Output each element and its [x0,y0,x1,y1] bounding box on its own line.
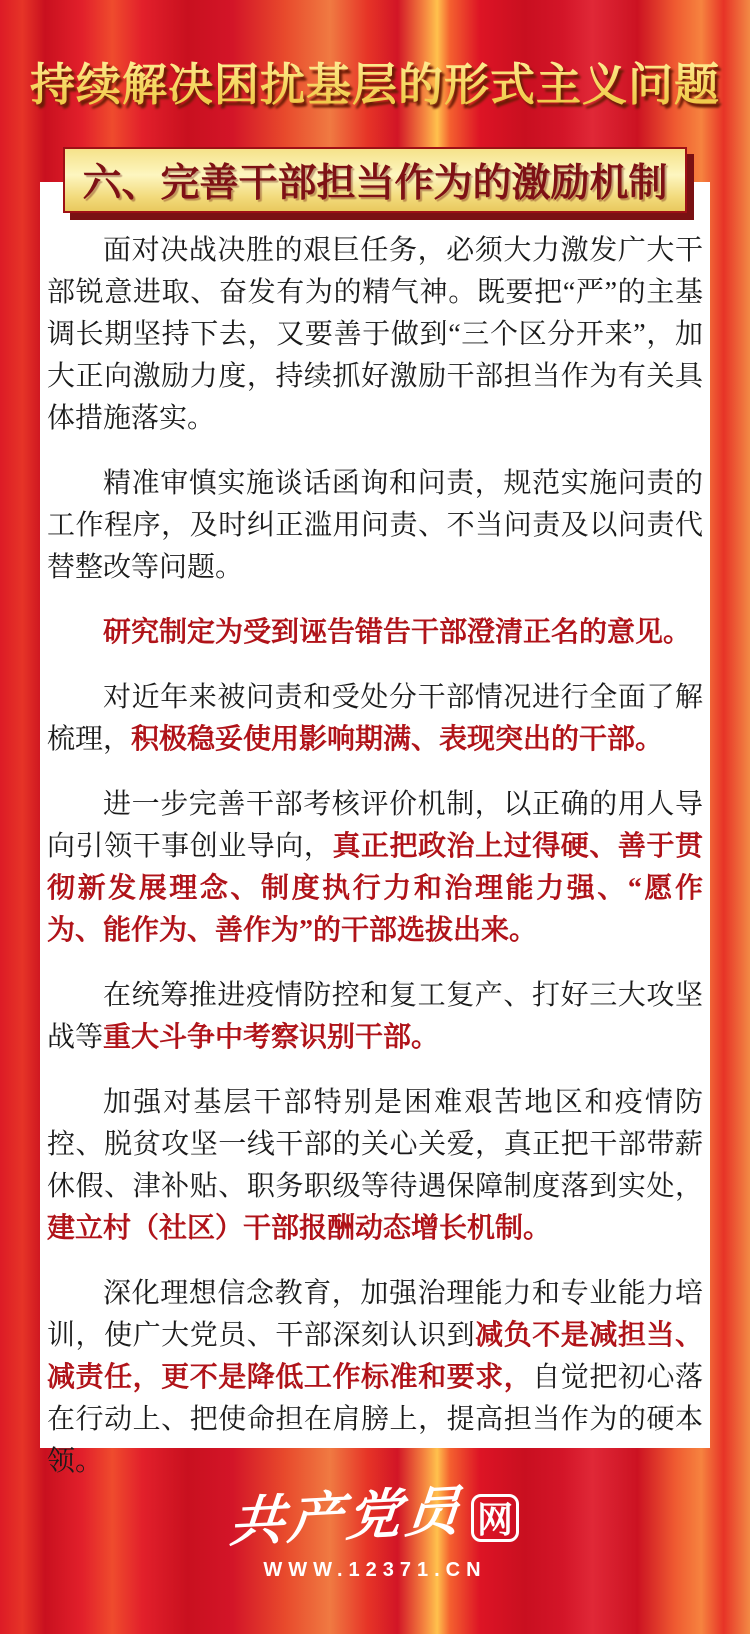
emphasis-text: 重大斗争中考察识别干部。 [103,1022,440,1053]
emphasis-text: 积极稳妥使用影响期满、表现突出的干部。 [131,724,664,755]
paragraph [47,1273,703,1483]
body-text: 自觉把初心落在行动上、把使命担在肩膀上，提高担当作为的硬本领。 [47,1362,703,1477]
body-text: 深化理想信念教育，加强治理能力和专业能力培训，使广大党员、干部深刻认识到 [47,1278,703,1351]
section-banner [63,147,687,213]
logo-row [0,1474,750,1554]
body-text: 精准审慎实施谈话函询和问责，规范实施问责的工作程序，及时纠正滥用问责、不当问责及以问责代替整改等问题。 [47,468,703,583]
logo-net-box-icon [471,1494,519,1542]
body-text: 面对决战决胜的艰巨任务，必须大力激发广大干部锐意进取、奋发有为的精气神。既要把“严”的主基调长期坚持下去，又要善于做到“三个区分开来”，加大正向激励力度，持续抓好激励干部担当作为有关具体措施落实。 [47,235,703,434]
emphasis-text: 减负不是减担当、减责任，更不是降低工作标准和要求， [47,1320,703,1393]
emphasis-text: 真正把政治上过得硬、善于贯彻新发展理念、制度执行力和治理能力强、“愿作为、能作为、善作为”的干部选拔出来。 [47,831,703,946]
footer-logo [0,1474,750,1582]
paragraph [47,463,703,589]
emphasis-text: 研究制定为受到诬告错告干部澄清正名的意见。 [103,617,692,648]
logo-calligraphy-text: 共产党员 [227,1480,466,1554]
paragraph [47,230,703,440]
paragraph [47,975,703,1059]
emphasis-text: 建立村（社区）干部报酬动态增长机制。 [47,1213,552,1244]
website-url: WWW.12371.CN [263,1559,487,1581]
paragraph [47,1082,703,1250]
body-text: 加强对基层干部特别是困难艰苦地区和疫情防控、脱贫攻坚一线干部的关心关爱，真正把干部带薪休假、津补贴、职务职级等待遇保障制度落到实处， [47,1087,703,1202]
paragraph [47,677,703,761]
content-paragraphs [47,230,703,1506]
section-banner-label: 六、完善干部担当作为的激励机制 [82,162,668,205]
body-text: 对近年来被问责和受处分干部情况进行全面了解梳理， [47,682,703,755]
logo-net-char: 网 [476,1500,513,1540]
body-text: 进一步完善干部考核评价机制，以正确的用人导向引领干事创业导向， [47,789,703,862]
body-text: 在统筹推进疫情防控和复工复产、打好三大攻坚战等 [47,980,703,1053]
page-title: 持续解决困扰基层的形式主义问题 [0,48,750,113]
paragraph [47,784,703,952]
paragraph [47,612,703,654]
